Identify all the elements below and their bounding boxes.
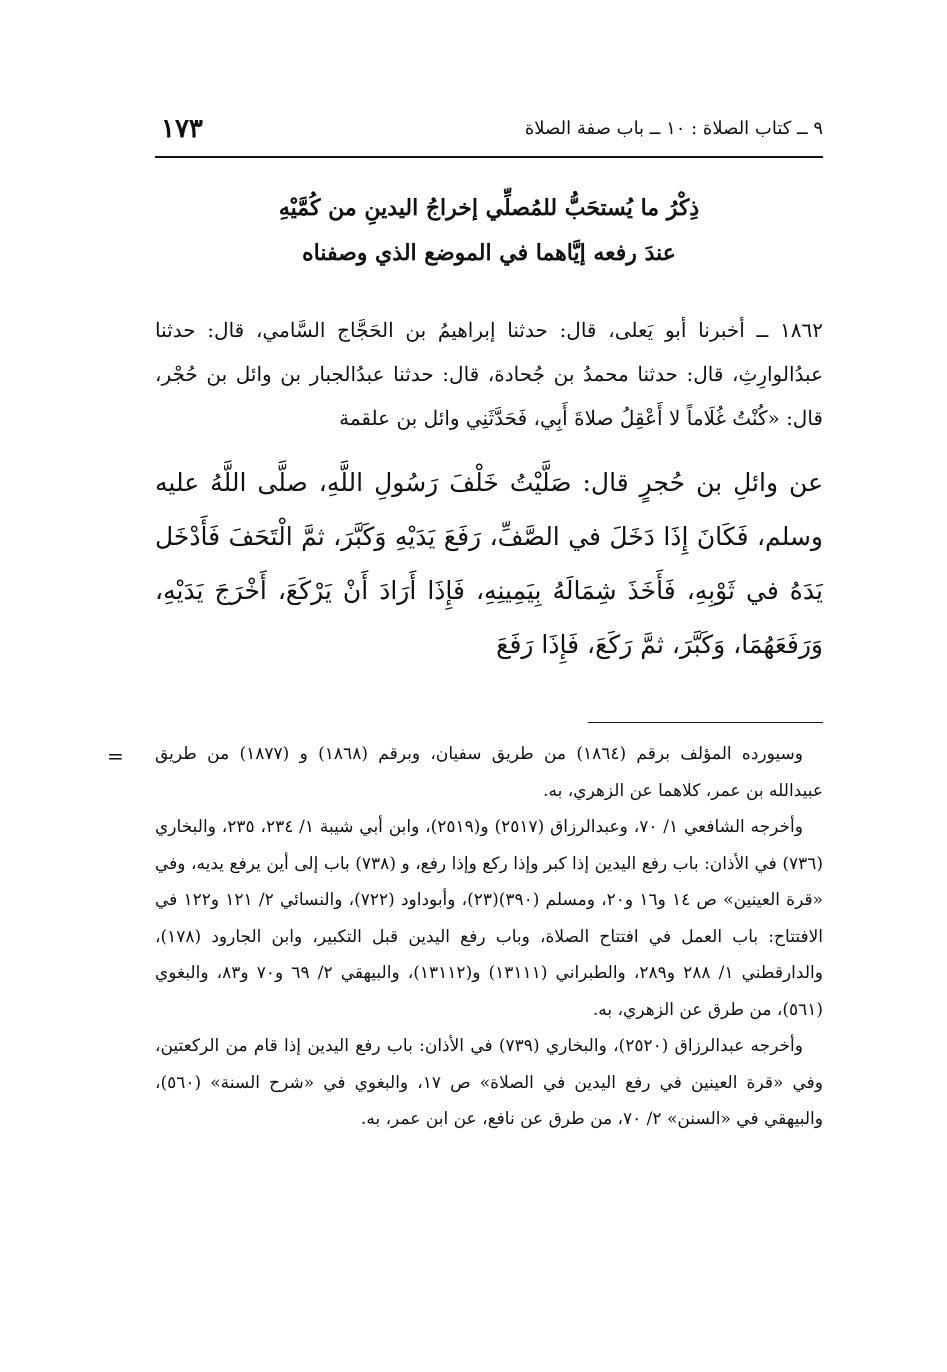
chapter-heading-line-2: عندَ رفعه إيَّاهما في الموضع الذي وصفناه bbox=[302, 240, 676, 266]
header-section-title: ٩ ــ كتاب الصلاة : ١٠ ــ باب صفة الصلاة bbox=[524, 118, 823, 139]
footnote-paragraph-1: وسيورده المؤلف برقم (١٨٦٤) من طريق سفيان، وبرقم (١٨٦٨) و (١٨٧٧) من طريق عبيدالله بن عمر، كلاهما عن الزهري، به. bbox=[155, 744, 823, 801]
page-number: ١٧٣ bbox=[161, 114, 203, 144]
running-header bbox=[155, 110, 823, 150]
hadith-isnad: ١٨٦٢ ــ أخبرنا أبو يَعلى، قال: حدثنا إبراهيمُ بن الحَجَّاج السَّامي، قال: حدثنا عبدُالوارِثِ، قال: حدثنا محمدُ بن جُحادة، قال: حدثنا عبدُالجبار بن وائل بن حُجْر، قال: «كُنْتُ غُلَاماً لا أَعْقِلُ صلاةَ أَبِي، فَحَدَّثَنِي وائل بن علقمة bbox=[155, 318, 823, 430]
footnotes-section bbox=[107, 722, 823, 1138]
hadith-matn-block bbox=[155, 456, 823, 672]
footnote-paragraph-3: وأخرجه عبدالرزاق (٢٥٢٠)، والبخاري (٧٣٩) في الأذان: باب رفع اليدين إذا قام من الركعتين، وفي «قرة العينين في رفع اليدين في الصلاة» ص ١٧، والبغوي في «شرح السنة» (٥٦٠)، والبيهقي في «السنن» ٢/ ٧٠، من طرق عن نافع، عن ابن عمر، به. bbox=[155, 1036, 823, 1129]
chapter-heading-line-1: ذِكْرُ ما يُستحَبُّ للمُصلِّي إخراجُ اليدينِ من كُمَّيْهِ bbox=[278, 195, 700, 221]
chapter-heading bbox=[155, 186, 823, 276]
hadith-isnad-block bbox=[155, 308, 823, 440]
header-divider bbox=[155, 156, 823, 158]
footnotes-body bbox=[155, 722, 823, 1138]
book-page bbox=[107, 110, 823, 1129]
footnote-divider bbox=[588, 722, 823, 723]
footnote-paragraph-2: وأخرجه الشافعي ١/ ٧٠، وعبدالرزاق (٢٥١٧) و(٢٥١٩)، وابن أبي شيبة ١/ ٢٣٤، ٢٣٥، والبخاري (٧٣٦) في الأذان: باب رفع اليدين إذا كبر وإذا ركع وإذا رفع، و (٧٣٨) باب إلى أين يرفع يديه، وفي «قرة العينين» ص ١٤ و١٦ و٢٠، ومسلم (٣٩٠)(٢٣)، وأبوداود (٧٢٢)، والنسائي ٢/ ١٢١ و١٢٢ في الافتتاح: باب العمل في افتتاح الصلاة، وباب رفع اليدين قبل التكبير، وابن الجارود (١٧٨)، والدارقطني ١/ ٢٨٨ و٢٨٩، والطبراني (١٣١١١) و(١٣١١٢)، والبيهقي ٢/ ٦٩ و٧٠ و٨٣، والبغوي (٥٦١)، من طرق عن الزهري، به. bbox=[155, 817, 823, 1020]
hadith-matn: عن وائلِ بن حُجرٍ قال: صَلَّيْتُ خَلْفَ رَسُولِ اللَّهِ، صلَّى اللَّهُ عليه وسلم، فَكَانَ إِذَا دَخَلَ في الصَّفِّ، رَفَعَ يَدَيْهِ وَكَبَّرَ، ثمَّ الْتَحَفَ فَأَدْخَل يَدَهُ في ثَوْبِهِ، فَأَخَذَ شِمَالَهُ بِيَمِينِهِ، فَإِذَا أَرَادَ أَنْ يَرْكَعَ، أَخْرَجَ يَدَيْهِ، وَرَفَعَهُمَا، وَكَبَّرَ، ثمَّ رَكَعَ، فَإِذَا رَفَعَ bbox=[155, 468, 823, 659]
footnote-continuation-mark: = bbox=[107, 744, 124, 768]
